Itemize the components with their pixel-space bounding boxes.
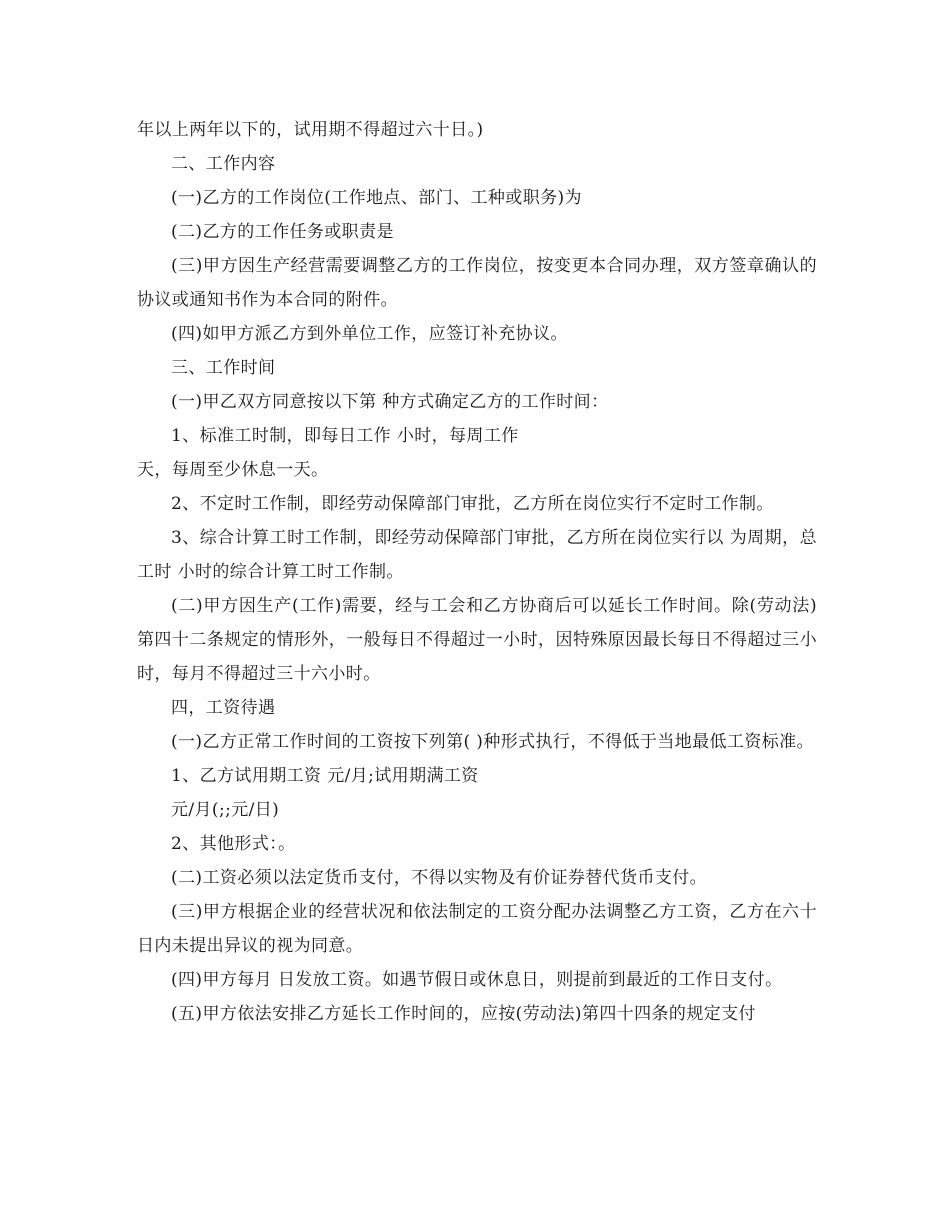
paragraph: (五)甲方依法安排乙方延长工作时间的，应按(劳动法)第四十四条的规定支付 bbox=[171, 1004, 756, 1024]
paragraph: 2、不定时工作制，即经劳动保障部门审批，乙方所在岗位实行不定时工作制。 bbox=[171, 494, 774, 514]
paragraph: (一)乙方的工作岗位(工作地点、部门、工种或职务)为 bbox=[171, 188, 582, 208]
paragraph: (二)工资必须以法定货币支付，不得以实物及有价证券替代货币支付。 bbox=[171, 868, 708, 888]
paragraph: (三)甲方因生产经营需要调整乙方的工作岗位，按变更本合同办理，双方签章确认的协议或通知书作为本合同的附件。 bbox=[137, 256, 817, 310]
paragraph: 1、乙方试用期工资 元/月;试用期满工资 bbox=[171, 766, 479, 786]
paragraph: (三)甲方根据企业的经营状况和依法制定的工资分配办法调整乙方工资，乙方在六十日内未提出异议的视为同意。 bbox=[137, 902, 817, 956]
document-body bbox=[137, 113, 817, 1031]
paragraph-probation-end: 年以上两年以下的，试用期不得超过六十日。) bbox=[137, 120, 484, 140]
paragraph: (二)乙方的工作任务或职责是 bbox=[171, 222, 394, 242]
paragraph: (二)甲方因生产(工作)需要，经与工会和乙方协商后可以延长工作时间。除(劳动法)第四十二条规定的情形外，一般每日不得超过一小时，因特殊原因最长每日不得超过三小时，每月不得超过三十六小时。 bbox=[137, 596, 817, 684]
paragraph: 2、其他形式：。 bbox=[171, 834, 296, 854]
paragraph: 元/月(;;元/日) bbox=[171, 800, 280, 820]
paragraph: 1、标准工时制，即每日工作 小时，每周工作 bbox=[171, 426, 519, 446]
paragraph: 天，每周至少休息一天。 bbox=[137, 460, 329, 480]
paragraph: 3、综合计算工时工作制，即经劳动保障部门审批，乙方所在岗位实行以 为周期，总工时 小时的综合计算工时工作制。 bbox=[137, 528, 817, 582]
paragraph: (一)甲乙双方同意按以下第 种方式确定乙方的工作时间： bbox=[171, 392, 609, 412]
paragraph: (四)如甲方派乙方到外单位工作，应签订补充协议。 bbox=[171, 324, 568, 344]
paragraph: (四)甲方每月 日发放工资。如遇节假日或休息日，则提前到最近的工作日支付。 bbox=[171, 970, 783, 990]
section-heading-wages: 四，工资待遇 bbox=[171, 698, 276, 718]
paragraph: (一)乙方正常工作时间的工资按下列第( )种形式执行，不得低于当地最低工资标准。 bbox=[171, 732, 814, 752]
section-heading-work-hours: 三、工作时间 bbox=[171, 358, 276, 378]
section-heading-work-content: 二、工作内容 bbox=[171, 154, 276, 174]
